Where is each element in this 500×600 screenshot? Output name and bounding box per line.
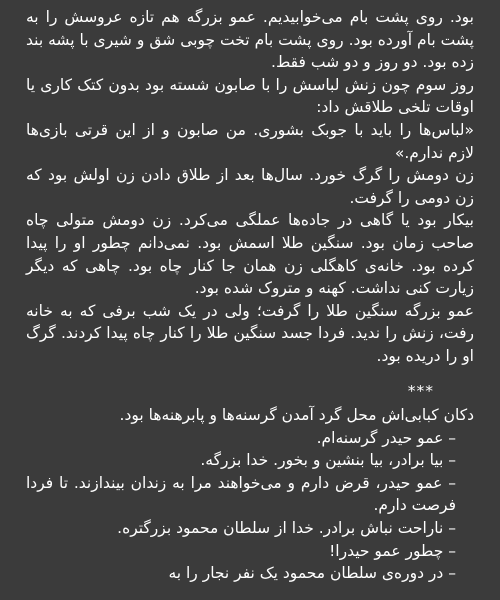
dialogue-line: – در دوره‌ی سلطان محمود یک نفر نجار را به (168, 564, 456, 583)
paragraph: «لباس‌ها را باید با جوبک بشوری. من صابون و از این قرتی بازی‌ها لازم ندارم.» (26, 120, 474, 162)
dialogue-line: – عمو حیدر گرسنه‌ام. (316, 428, 456, 447)
section-separator: *** (407, 381, 434, 400)
section-intro-paragraph: دکان کبابی‌اش محل گرد آمدن گرسنه‌ها و پابرهنه‌ها بود. (119, 406, 474, 425)
paragraph: بیکار بود یا گاهی در جاده‌ها عملگی می‌کرد. زن دومش متولی چاه صاحب زمان بود. سنگین طلا اسمش بود. نمی‌دانم چطور او را پیدا کرده بود. خانه‌ی کاهگلی زن همان جا کنار چاه بود. چاهی که دیگر زیارت کنی نداشت. کهنه و متروک شده بود. (26, 211, 474, 298)
paragraph: عمو بزرگه سنگین طلا را گرفت؛ ولی در یک شب برفی که به خانه رفت، زنش را ندید. فردا جسد سنگین طلا را کنار چاه پیدا کردند. گرگ او را دریده بود. (26, 301, 474, 365)
dialogue-line: – بیا برادر، بیا بنشین و بخور. خدا بزرگه. (200, 451, 456, 470)
dialogue-line: – چطور عمو حیدرا! (329, 541, 456, 560)
dialogue-line: – عمو حیدر، قرض دارم و می‌خواهند مرا به زندان بیندازند. تا فردا فرصت دارم. (26, 473, 456, 515)
paragraph: روز سوم چون زنش لباسش را با صابون شسته بود بدون کتک کاری یا اوقات تلخی طلاقش داد: (26, 75, 474, 117)
dialogue-line: – ناراحت نباش برادر. خدا از سلطان محمود بزرگتره. (117, 519, 456, 538)
paragraph: بود. روی پشت بام می‌خوابیدیم. عمو بزرگه هم تازه عروسش را به پشت بام آورده بود. روی پشت بام تخت چوبی شق و شیری با پشه بند زده بود. دو روز و دو شب فقط. (26, 8, 474, 72)
paragraph: زن دومش را گرگ خورد. سال‌ها بعد از طلاق دادن زن اولش بود که زن دومی را گرفت. (26, 166, 474, 207)
